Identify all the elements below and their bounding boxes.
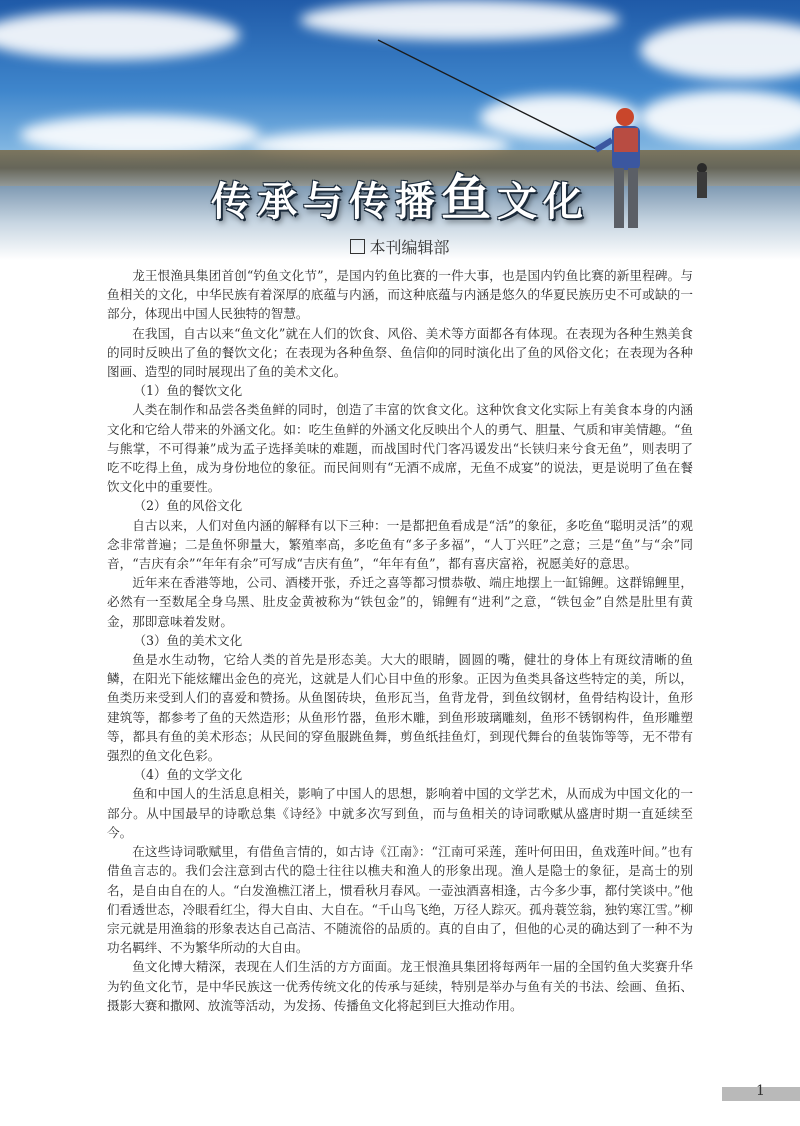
paragraph: 近年来在香港等地，公司、酒楼开张，乔迁之喜等都习惯恭敬、端庄地摆上一缸锦鲤。这群锦鲤里，必然有一至数尾全身乌黑、肚皮金黄被称为“铁包金”的，锦鲤有“进利”之意，“铁包金”自然是肚里有黄金，那即意味着发财。 <box>107 575 693 629</box>
paragraph: 人类在制作和品尝各类鱼鲜的同时，创造了丰富的饮食文化。这种饮食文化实际上有美食本身的内涵文化和它给人带来的外涵文化。如：吃生鱼鲜的外涵文化反映出个人的勇气、胆量、气质和审美情趣。“鱼与熊掌，不可得兼”成为孟子选择美味的难题，而战国时代门客冯谖发出“长铗归来兮食无鱼”，则表明了吃不吃得上鱼，成为身份地位的象征。而民间则有“无酒不成席，无鱼不成宴”的说法，更是说明了鱼在餐饮文化中的重要性。 <box>107 402 693 495</box>
section-heading: （4）鱼的文学文化 <box>133 767 243 783</box>
paragraph: 鱼是水生动物，它给人类的首先是形态美。大大的眼睛，圆圆的嘴，健壮的身体上有斑纹清晰的鱼鳞，在阳光下能炫耀出金色的亮光，这就是人们心目中鱼的形象。正因为鱼类具备这些特定的美，所以，鱼类历来受到人们的喜爱和赞扬。从鱼图砖块，鱼形瓦当，鱼背龙骨，到鱼纹钢材，鱼骨结构设计，鱼形建筑等，都参考了鱼的天然造形；从鱼形竹器，鱼形木雕，到鱼形玻璃雕刻，鱼形不锈钢构件，鱼形雕塑等，都具有鱼的美术形态；从民间的穿鱼服跳鱼舞，剪鱼纸挂鱼灯，到现代舞台的鱼装饰等等，无不带有强烈的鱼文化色彩。 <box>107 652 693 764</box>
article-body <box>107 266 693 1015</box>
title-emphasis-char: 鱼 <box>441 169 497 227</box>
section-heading: （3）鱼的美术文化 <box>133 632 243 648</box>
paragraph: 龙王恨渔具集团首创“钓鱼文化节”，是国内钓鱼比赛的一件大事，也是国内钓鱼比赛的新里程碑。与鱼相关的文化，中华民族有着深厚的底蕴与内涵，而这种底蕴与内涵是悠久的华夏民族历史不可或缺的一部分，体现出中国人民独特的智慧。 <box>107 268 693 322</box>
title-part-1: 传承与传播 <box>211 179 441 225</box>
square-icon <box>350 239 365 254</box>
byline-text: 本刊编辑部 <box>369 238 450 257</box>
fishing-rod <box>378 40 598 150</box>
page-number: 1 <box>756 1083 765 1099</box>
section-heading: （2）鱼的风俗文化 <box>133 498 243 514</box>
section-heading: （1）鱼的餐饮文化 <box>133 383 243 399</box>
byline <box>0 235 800 258</box>
paragraph: 鱼和中国人的生活息息相关，影响了中国人的思想，影响着中国的文学艺术，从而成为中国文化的一部分。从中国最早的诗歌总集《诗经》中就多次写到鱼，而与鱼相关的诗词歌赋从盛唐时期一直延续至今。 <box>107 786 693 840</box>
article-title <box>0 158 800 230</box>
title-part-2: 文化 <box>497 179 589 225</box>
paragraph: 在我国，自古以来“鱼文化”就在人们的饮食、风俗、美术等方面都各有体现。在表现为各种生熟美食的同时反映出了鱼的餐饮文化；在表现为各种鱼祭、鱼信仰的同时演化出了鱼的风俗文化；在表现为各种图画、造型的同时展现出了鱼的美术文化。 <box>107 325 693 380</box>
hero-banner <box>0 0 800 260</box>
paragraph: 鱼文化博大精深，表现在人们生活的方方面面。龙王恨渔具集团将每两年一届的全国钓鱼大奖赛升华为钓鱼文化节，是中华民族这一优秀传统文化的传承与延续，特别是举办与鱼有关的书法、绘画、鱼拓、摄影大赛和撒网、放流等活动，为发扬、传播鱼文化将起到巨大推动作用。 <box>107 959 693 1013</box>
paragraph: 在这些诗词歌赋里，有借鱼言情的，如古诗《江南》：“江南可采莲，莲叶何田田，鱼戏莲叶间。”也有借鱼言志的。我们会注意到古代的隐士往往以樵夫和渔人的形象出现。渔人是隐士的象征，是高士的别名，是自由自在的人。“白发渔樵江渚上，惯看秋月春风。一壶浊酒喜相逢，古今多少事，都付笑谈中。”他们看透世态，冷眼看红尘，得大自由、大自在。“千山鸟飞绝，万径人踪灭。孤舟蓑笠翁，独钓寒江雪。”柳宗元就是用渔翁的形象表达自己高洁、不随流俗的品质的。真的自由了，但他的心灵的确达到了一种不为功名羁绊、不为繁华所动的大自由。 <box>107 844 693 956</box>
paragraph: 自古以来，人们对鱼内涵的解释有以下三种：一是都把鱼看成是“活”的象征，多吃鱼“聪明灵活”的观念非常普遍；二是鱼怀卵量大，繁殖率高，多吃鱼有“多子多福”，“人丁兴旺”之意；三是“鱼”与“余”同音，“吉庆有余”“年年有余”可写成“吉庆有鱼”，“年年有鱼”，都有喜庆富裕，祝愿美好的意思。 <box>107 517 693 572</box>
